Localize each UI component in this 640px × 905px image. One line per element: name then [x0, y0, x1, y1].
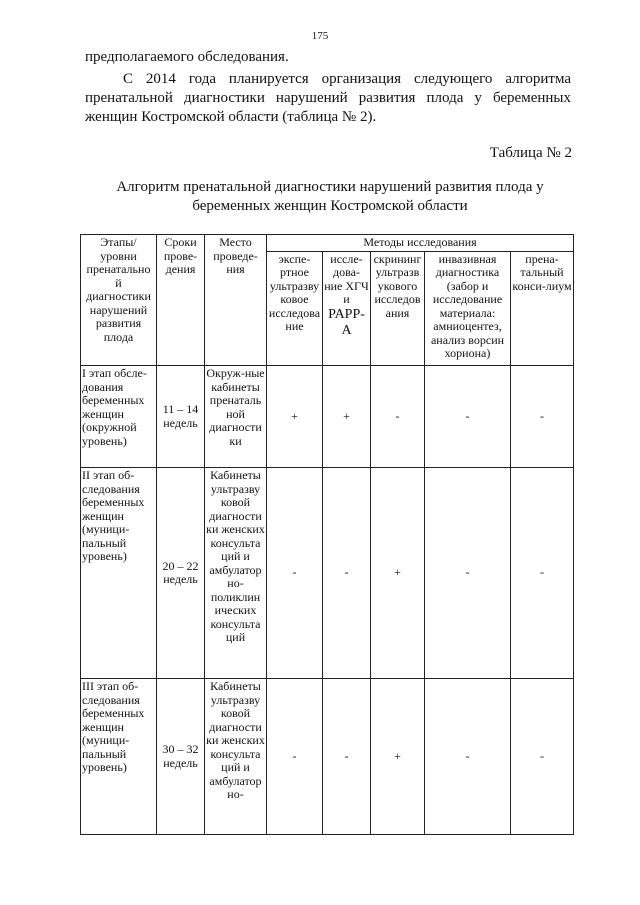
paragraph-continuation: предполагаемого обследования.	[85, 49, 289, 65]
mark-council: -	[511, 468, 574, 679]
mark-council: -	[511, 366, 574, 468]
mark-hcg-papp: -	[323, 679, 371, 835]
header-council: прена-тальный конси-лиум	[511, 251, 574, 366]
table-title	[100, 178, 560, 216]
place-cell: Кабинеты ультразву ковой диагности ки женских консульта ций и амбулатор но-	[205, 679, 267, 835]
header-stages: Этапы/ уровни пренатально й диагностики нарушений развития плода	[81, 235, 157, 366]
stage-cell: II этап об-следования беременных женщин (муници-пальный уровень)	[81, 468, 157, 679]
mark-invasive: -	[425, 468, 511, 679]
mark-hcg-papp: +	[323, 366, 371, 468]
header-hcg-papp	[323, 251, 371, 366]
algorithm-table	[80, 234, 574, 835]
mark-expert-ultrasound: -	[267, 468, 323, 679]
header-terms: Сроки прове-дения	[157, 235, 205, 366]
table-row	[81, 679, 574, 835]
table-header-row-1	[81, 235, 574, 252]
place-cell: Кабинеты ультразву ковой диагности ки женских консульта ций и амбулатор но-поликлин ических консульта ций	[205, 468, 267, 679]
place-cell: Окруж-ные кабинеты пренаталь ной диагности ки	[205, 366, 267, 468]
header-papp-text: PAPP-А	[328, 306, 365, 338]
table-title-line-1: Алгоритм пренатальной диагностики нарушений развития плода у	[116, 179, 544, 195]
mark-screening: +	[371, 468, 425, 679]
table-row	[81, 468, 574, 679]
header-place: Место проведе-ния	[205, 235, 267, 366]
term-cell: 11 – 14 недель	[157, 366, 205, 468]
header-screening: скрининг ультразв укового исследов ания	[371, 251, 425, 366]
header-invasive: инвазивная диагностика (забор и исследование материала: амниоцентез, анализ ворсин хориона)	[425, 251, 511, 366]
table-caption: Таблица № 2	[489, 145, 572, 161]
stage-cell: I этап обсле-дования беременных женщин (окружной уровень)	[81, 366, 157, 468]
mark-invasive: -	[425, 679, 511, 835]
term-cell: 20 – 22 недель	[157, 468, 205, 679]
mark-invasive: -	[425, 366, 511, 468]
table-title-line-2: беременных женщин Костромской области	[192, 198, 468, 214]
header-methods: Методы исследования	[267, 235, 574, 252]
mark-expert-ultrasound: +	[267, 366, 323, 468]
mark-screening: +	[371, 679, 425, 835]
paragraph-intro: С 2014 года планируется организация следующего алгоритма пренатальной диагностики нарушений развития плода у беременных женщин Костромской области (таблица № 2).	[85, 71, 571, 125]
stage-cell: III этап об-следования беременных женщин (муници-пальный уровень)	[81, 679, 157, 835]
header-expert-ultrasound: экспе-ртное ультразву ковое исследова ние	[267, 251, 323, 366]
mark-hcg-papp: -	[323, 468, 371, 679]
page-number: 175	[311, 30, 329, 42]
table-row	[81, 366, 574, 468]
mark-screening: -	[371, 366, 425, 468]
mark-expert-ultrasound: -	[267, 679, 323, 835]
term-cell: 30 – 32 недель	[157, 679, 205, 835]
mark-council: -	[511, 679, 574, 835]
header-hcg-text: иссле-дова-ние ХГЧ и	[324, 251, 369, 306]
